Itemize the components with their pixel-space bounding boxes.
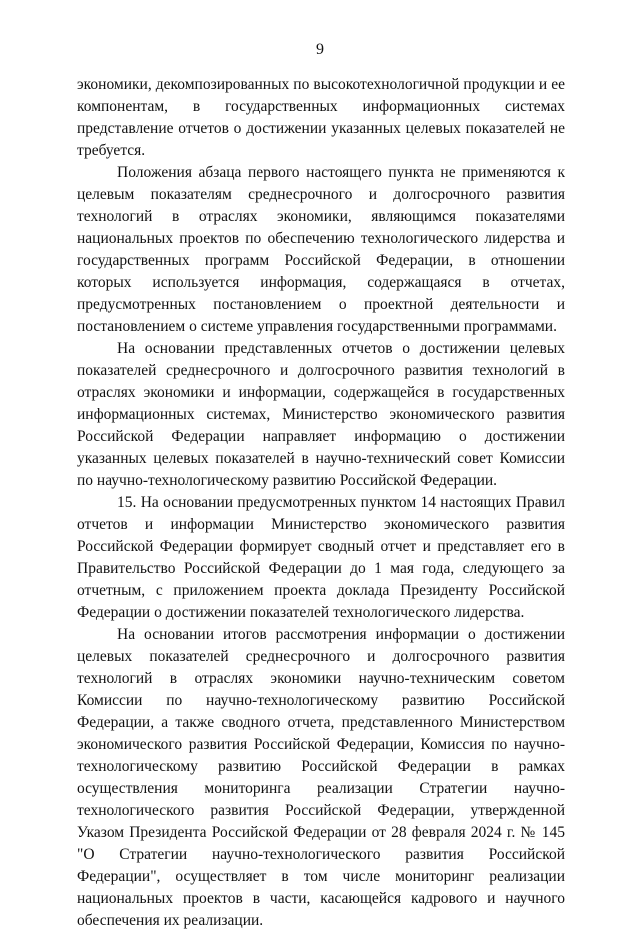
- document-body: [77, 74, 565, 932]
- paragraph: На основании итогов рассмотрения информации о достижении целевых показателей среднесрочного и долгосрочного развития технологий в отраслях экономики научно-техническим советом Комиссии по научно-технологическому развитию Российской Федерации, а также сводного отчета, представленного Министерством экономического развития Российской Федерации, Комиссия по научно-технологическому развитию Российской Федерации в рамках осуществления мониторинга реализации Стратегии научно-технологического развития Российской Федерации, утвержденной Указом Президента Российской Федерации от 28 февраля 2024 г. № 145 "О Стратегии научно-технологического развития Российской Федерации", осуществляет в том числе мониторинг реализации национальных проектов в части, касающейся кадрового и научного обеспечения их реализации.: [77, 626, 565, 929]
- paragraph-continuation: экономики, декомпозированных по высокотехнологичной продукции и ее компонентам, в государственных информационных системах представление отчетов о достижении указанных целевых показателей не требуется.: [77, 76, 565, 159]
- paragraph-item-15: 15. На основании предусмотренных пунктом 14 настоящих Правил отчетов и информации Министерство экономического развития Российской Федерации формирует сводный отчет и представляет его в Правительство Российской Федерации до 1 мая года, следующего за отчетным, с приложением проекта доклада Президенту Российской Федерации о достижении показателей технологического лидерства.: [77, 494, 565, 621]
- paragraph: Положения абзаца первого настоящего пункта не применяются к целевым показателям среднесрочного и долгосрочного развития технологий в отраслях экономики, являющимся показателями национальных проектов по обеспечению технологического лидерства и государственных программ Российской Федерации, в отношении которых используется информация, содержащаяся в отчетах, предусмотренных постановлением о проектной деятельности и постановлением о системе управления государственными программами.: [77, 164, 565, 335]
- paragraph: На основании представленных отчетов о достижении целевых показателей среднесрочного и долгосрочного развития технологий в отраслях экономики и информации, содержащейся в государственных информационных системах, Министерство экономического развития Российской Федерации направляет информацию о достижении указанных целевых показателей в научно-технический совет Комиссии по научно-технологическому развитию Российской Федерации.: [77, 340, 565, 489]
- page-number: 9: [316, 41, 324, 58]
